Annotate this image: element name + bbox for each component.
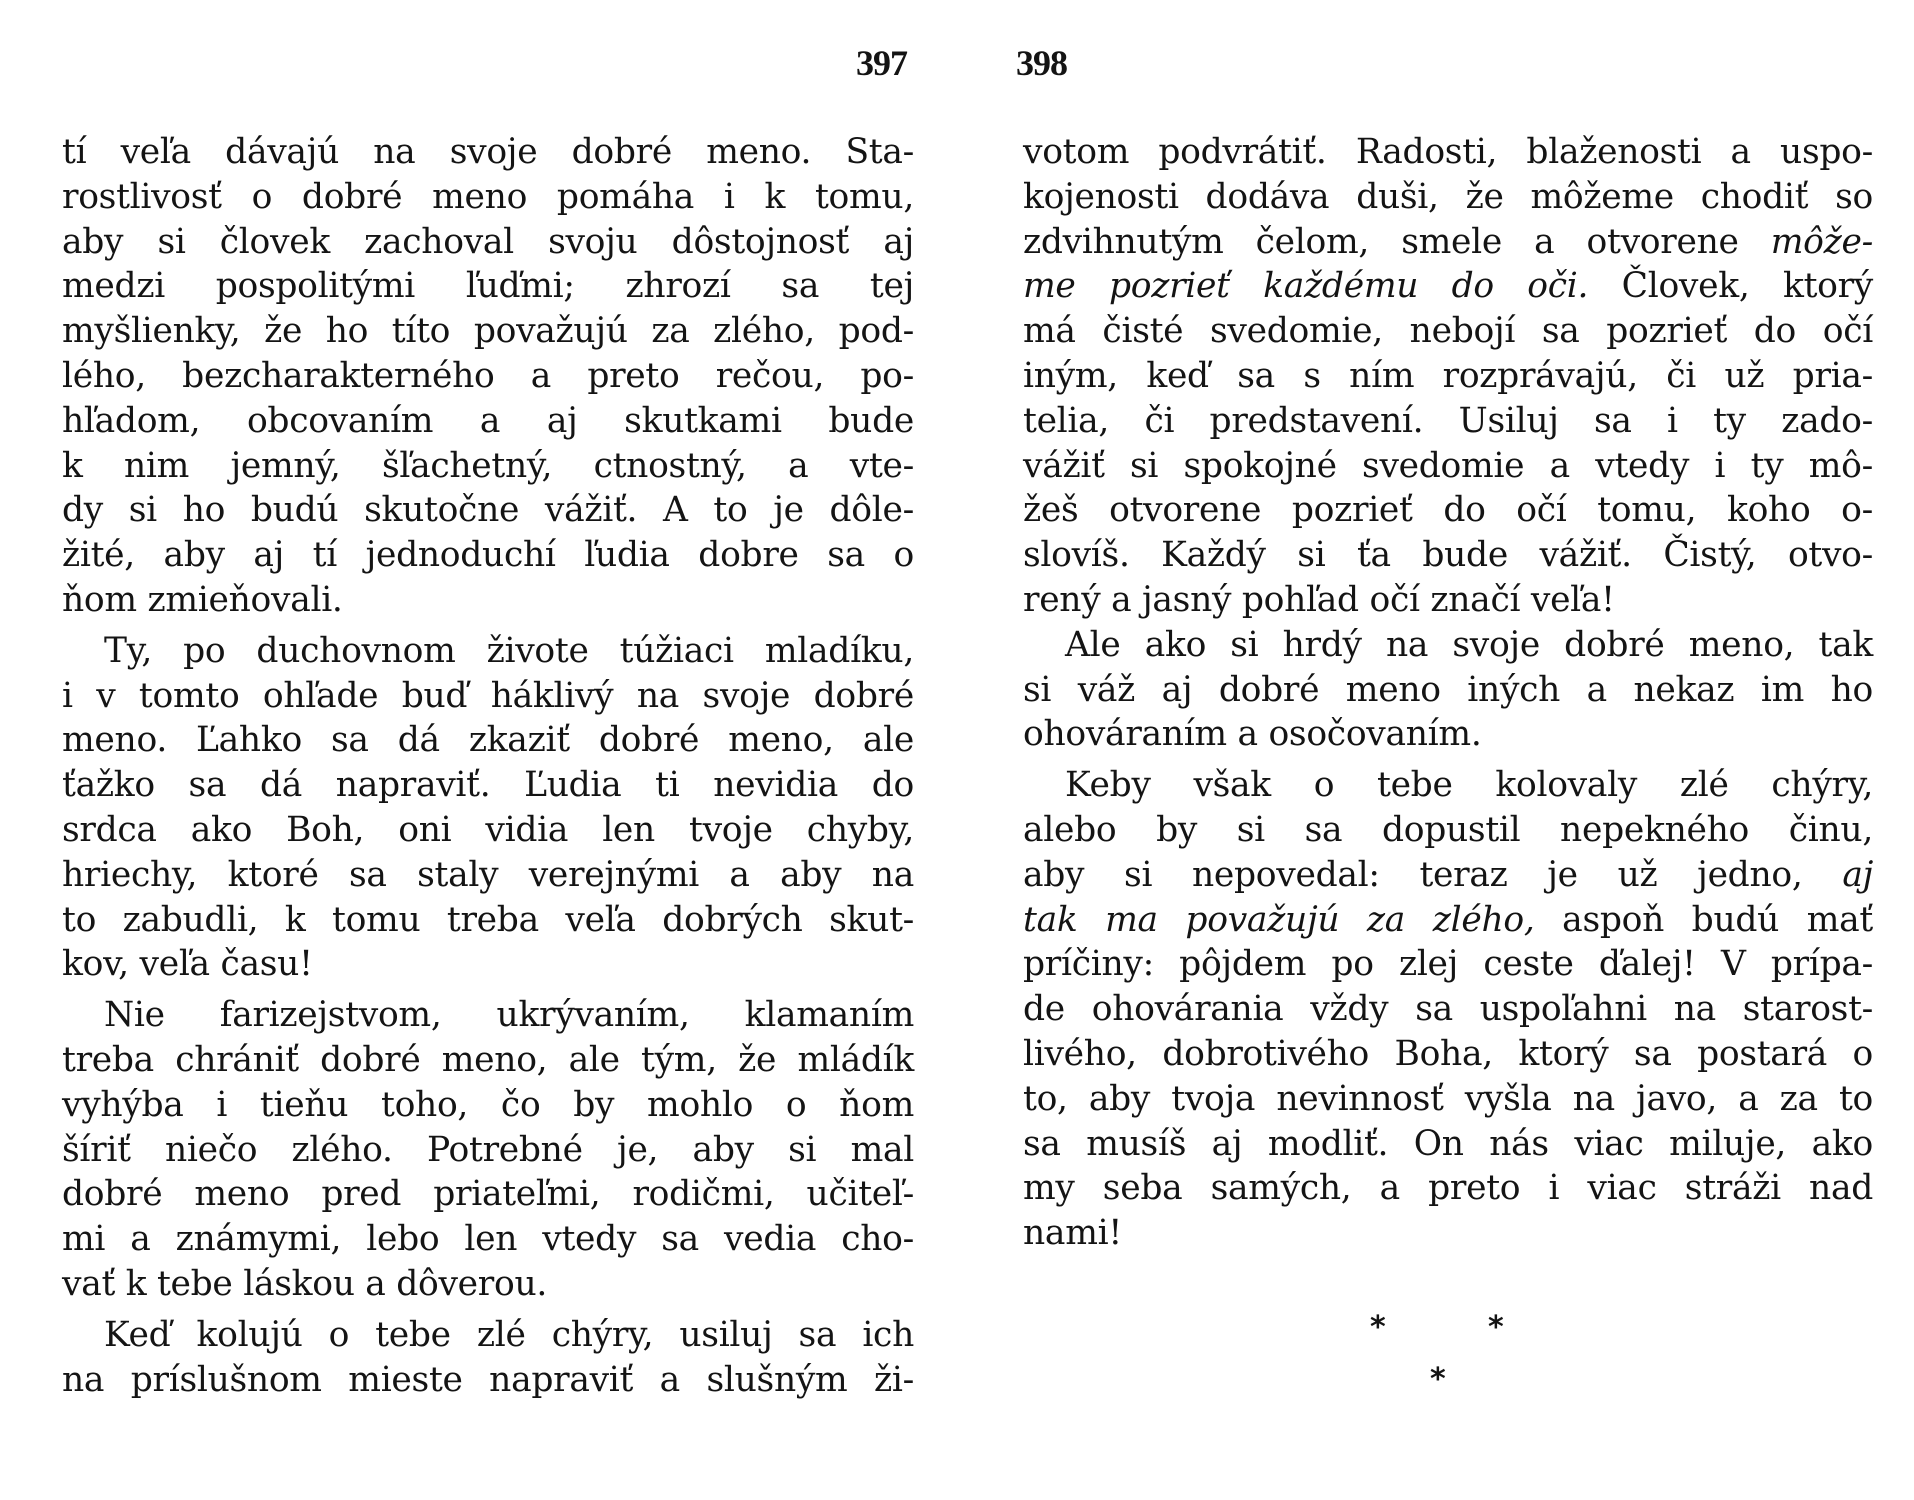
text-line: rostlivosť o dobré meno pomáha i k tomu,	[62, 176, 914, 217]
text-line: Keby však o tebe kolovaly zlé chýry,	[1065, 765, 1873, 806]
text-line: me pozrieť každému do oči. Človek, ktorý	[1023, 266, 1873, 307]
page-number-left: 397	[856, 43, 907, 83]
text-line: meno. Ľahko sa dá zkaziť dobré meno, ale	[62, 720, 914, 761]
text-line: príčiny: pôjdem po zlej ceste ďalej! V prípa-	[1023, 944, 1873, 985]
text-line: Ale ako si hrdý na svoje dobré meno, tak	[1065, 624, 1873, 665]
text-line: žité, aby aj tí jednoduchí ľudia dobre sa o	[62, 535, 914, 576]
italic-text: tak ma považujú za zlého,	[1023, 899, 1535, 940]
text-line: aby si nepovedal: teraz je už jedno, aj	[1023, 854, 1873, 895]
text-line: slovíš. Každý si ťa bude vážiť. Čistý, otvo-	[1023, 535, 1873, 576]
page-number-right: 398	[1016, 43, 1067, 83]
text-line: Nie farizejstvom, ukrývaním, klamaním	[104, 995, 914, 1036]
text-line: aby si človek zachoval svoju dôstojnosť aj	[62, 221, 914, 262]
text-line: ťažko sa dá napraviť. Ľudia ti nevidia do	[62, 765, 914, 806]
ornament-star: *	[1488, 1310, 1504, 1345]
text-line: vyhýba i tieňu toho, čo by mohlo o ňom	[62, 1084, 914, 1125]
text-line: ňom zmieňovali.	[62, 579, 343, 620]
text-line: to, aby tvoja nevinnosť vyšla na javo, a za to	[1023, 1078, 1873, 1119]
text-line: tak ma považujú za zlého, aspoň budú mať	[1023, 899, 1873, 940]
text-line: votom podvrátiť. Radosti, blaženosti a uspo-	[1023, 132, 1873, 172]
italic-text: môže-	[1770, 221, 1873, 262]
text-line: kov, veľa času!	[62, 944, 313, 985]
text-line: zdvihnutým čelom, smele a otvorene môže-	[1023, 221, 1873, 262]
text-line: žeš otvorene pozrieť do očí tomu, koho o-	[1023, 490, 1873, 531]
text-line: myšlienky, že ho títo považujú za zlého, pod-	[62, 311, 914, 352]
text-line: telia, či predstavení. Usiluj sa i ty zado-	[1023, 400, 1873, 441]
text-line: vať k tebe láskou a dôverou.	[62, 1263, 548, 1304]
text-line: iným, keď sa s ním rozprávajú, či už pria-	[1023, 355, 1873, 396]
text-line: alebo by si sa dopustil nepekného činu,	[1023, 809, 1873, 850]
right-page-text	[1023, 130, 1873, 1256]
text-line: treba chrániť dobré meno, ale tým, že mládík	[62, 1039, 914, 1080]
text-line: tí veľa dávajú na svoje dobré meno. Sta-	[62, 132, 914, 172]
text-line: ohováraním a osočovaním.	[1023, 714, 1482, 755]
text-line: i v tomto ohľade buď háklivý na svoje dobré	[62, 675, 914, 716]
text-line: de ohovárania vždy sa uspoľahni na starost-	[1023, 989, 1873, 1030]
ornament-star: *	[1430, 1362, 1446, 1397]
text-line: rený a jasný pohľad očí značí veľa!	[1023, 579, 1615, 620]
ornament-star: *	[1370, 1310, 1386, 1345]
text-line: sa musíš aj modliť. On nás viac miluje, ako	[1023, 1123, 1873, 1164]
text-line: my seba samých, a preto i viac stráži nad	[1023, 1168, 1873, 1209]
italic-text: aj	[1842, 854, 1873, 895]
text-line: na príslušnom mieste napraviť a slušným ži-	[62, 1359, 914, 1400]
text-line: lého, bezcharakterného a preto rečou, po-	[62, 355, 914, 396]
text-line: srdca ako Boh, oni vidia len tvoje chyby,	[62, 809, 914, 850]
text-line: dobré meno pred priateľmi, rodičmi, učiteľ-	[62, 1174, 914, 1215]
text-line: má čisté svedomie, nebojí sa pozrieť do očí	[1023, 311, 1873, 352]
text-line: mi a známymi, lebo len vtedy sa vedia cho-	[62, 1219, 914, 1260]
text-line: hľadom, obcovaním a aj skutkami bude	[62, 400, 914, 441]
left-page-text	[62, 130, 914, 1402]
text-line: k nim jemný, šľachetný, ctnostný, a vte-	[62, 445, 914, 486]
text-line: šíriť niečo zlého. Potrebné je, aby si mal	[62, 1129, 914, 1170]
text-line: Keď kolujú o tebe zlé chýry, usiluj sa ich	[104, 1314, 914, 1355]
text-line: vážiť si spokojné svedomie a vtedy i ty mô-	[1023, 445, 1873, 486]
text-line: dy si ho budú skutočne vážiť. A to je dôle-	[62, 490, 914, 531]
text-line: hriechy, ktoré sa staly verejnými a aby na	[62, 854, 914, 895]
text-line: si váž aj dobré meno iných a nekaz im ho	[1023, 669, 1873, 710]
text-line: livého, dobrotivého Boha, ktorý sa postará o	[1023, 1033, 1873, 1074]
text-line: nami!	[1023, 1213, 1122, 1254]
italic-text: me pozrieť každému do oči.	[1023, 266, 1589, 307]
text-line: medzi pospolitými ľuďmi; zhrozí sa tej	[62, 266, 914, 307]
text-line: kojenosti dodáva duši, že môžeme chodiť so	[1023, 176, 1873, 217]
text-line: to zabudli, k tomu treba veľa dobrých skut-	[62, 899, 914, 940]
text-line: Ty, po duchovnom živote túžiaci mladíku,	[104, 630, 914, 671]
